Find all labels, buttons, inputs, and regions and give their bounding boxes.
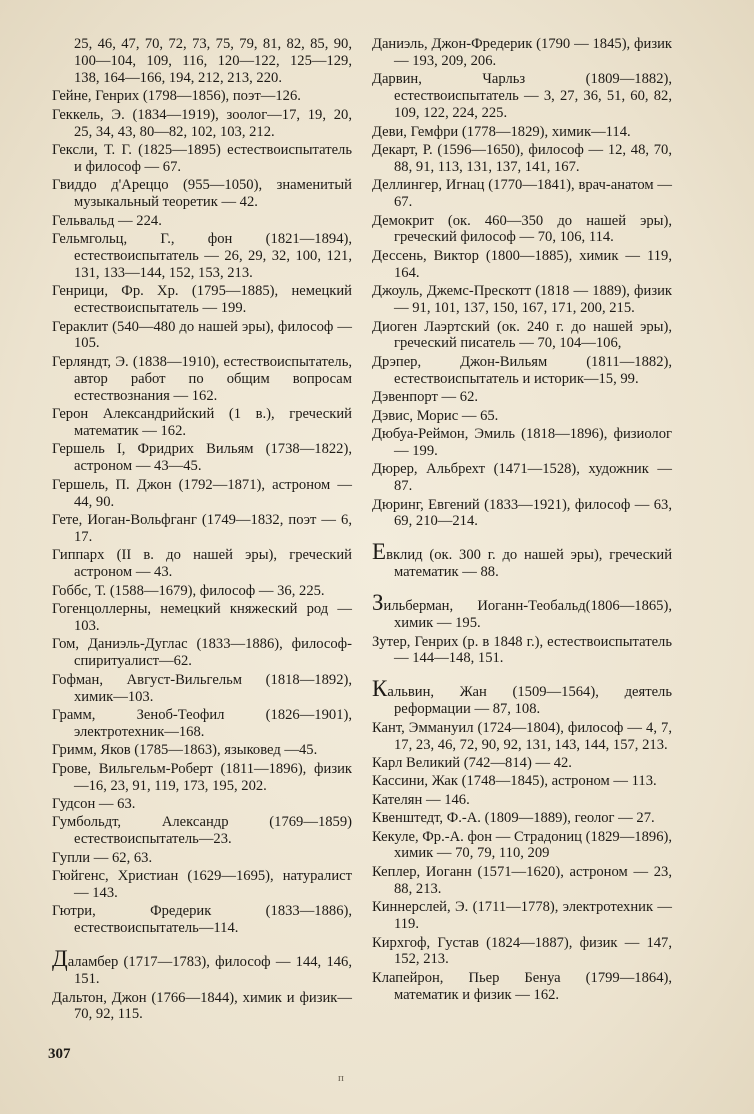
index-entry: Дарвин, Чарльз (1809—1882), естествоиспытатель — 3, 27, 36, 51, 60, 82, 109, 122, 224, 225. bbox=[372, 71, 672, 122]
index-entry: Гиппарх (II в. до нашей эры), греческий астроном — 43. bbox=[52, 547, 352, 581]
index-entry: Кант, Эммануил (1724—1804), философ — 4, 7, 17, 23, 46, 72, 90, 92, 131, 143, 144, 157, 213. bbox=[372, 719, 672, 753]
index-entry: Гумбольдт, Александр (1769—1859) естествоиспытатель—23. bbox=[52, 814, 352, 848]
index-entry: Дэвис, Морис — 65. bbox=[372, 407, 499, 424]
index-entry: Демокрит (ок. 460—350 до нашей эры), греческий философ — 70, 106, 114. bbox=[372, 212, 672, 246]
index-entry: Дюринг, Евгений (1833—1921), философ — 63, 69, 210—214. bbox=[372, 496, 672, 530]
index-entry: Грове, Вильгельм-Роберт (1811—1896), физик—16, 23, 91, 119, 173, 195, 202. bbox=[52, 760, 352, 794]
index-entry: Клапейрон, Пьер Бенуа (1799—1864), математик и физик — 162. bbox=[372, 969, 672, 1003]
index-entry: Кеплер, Иоганн (1571—1620), астроном — 23, 88, 213. bbox=[372, 863, 672, 897]
index-entry: Генрици, Фр. Хр. (1795—1885), немецкий естествоиспытатель — 199. bbox=[52, 283, 352, 317]
index-entry: Кирхгоф, Густав (1824—1887), физик — 147, 152, 213. bbox=[372, 934, 672, 968]
index-entry: Евклид (ок. 300 г. до нашей эры), греческий математик — 88. bbox=[372, 539, 672, 581]
index-entry: Диоген Лаэртский (ок. 240 г. до нашей эры), греческий писатель — 70, 104—106, bbox=[372, 318, 672, 352]
index-entry: Гютри, Фредерик (1833—1886), естествоиспытатель—114. bbox=[52, 903, 352, 937]
index-entry: Дальтон, Джон (1766—1844), химик и физик—70, 92, 115. bbox=[52, 989, 352, 1023]
index-entry: Гупли — 62, 63. bbox=[52, 849, 153, 866]
right-index-column bbox=[372, 36, 672, 1005]
index-entry: Гогенцоллерны, немецкий княжеский род — 103. bbox=[52, 601, 352, 634]
index-entry: Гофман, Август-Вильгельм (1818—1892), химик—103. bbox=[52, 671, 352, 705]
index-entry: Гельмгольц, Г., фон (1821—1894), естествоиспытатель — 26, 29, 32, 100, 121, 131, 133—144, 152, 153, 213. bbox=[52, 230, 352, 281]
index-entry: Гексли, Т. Г. (1825—1895) естествоиспытатель и философ — 67. bbox=[52, 141, 352, 175]
index-entry: Деллингер, Игнац (1770—1841), врач-анатом — 67. bbox=[372, 177, 672, 211]
index-entry: Карл Великий (742—814) — 42. bbox=[372, 754, 572, 771]
index-entry: Гераклит (540—480 до нашей эры), философ — 105. bbox=[52, 318, 352, 352]
page-number: 307 bbox=[48, 1046, 71, 1062]
index-entry: Гюйгенс, Христиан (1629—1695), натуралист — 143. bbox=[52, 868, 352, 901]
index-entry: Гримм, Яков (1785—1863), языковед —45. bbox=[52, 742, 318, 759]
index-entry: Гершель I, Фридрих Вильям (1738—1822), астроном — 43—45. bbox=[52, 441, 352, 475]
index-entry: Гвиддо д'Ареццо (955—1050), знаменитый музыкальный теоретик — 42. bbox=[52, 177, 352, 211]
index-entry: Зильберман, Иоганн-Теобальд(1806—1865), химик — 195. bbox=[372, 590, 672, 632]
index-entry: Даниэль, Джон-Фредерик (1790 — 1845), физик — 193, 209, 206. bbox=[372, 36, 672, 69]
index-entry: Гейне, Генрих (1798—1856), поэт—126. bbox=[52, 88, 301, 105]
index-entry: Гете, Иоган-Вольфганг (1749—1832, поэт — 6, 17. bbox=[52, 511, 352, 545]
index-entry: Герляндт, Э. (1838—1910), естествоиспытатель, автор работ по общим вопросам естествознания — 162. bbox=[52, 353, 352, 404]
index-entry: Гом, Даниэль-Дуглас (1833—1886), философ-спиритуалист—62. bbox=[52, 636, 352, 670]
index-entry: Гершель, П. Джон (1792—1871), астроном — 44, 90. bbox=[52, 476, 352, 510]
index-entry: Гудсон — 63. bbox=[52, 795, 136, 812]
index-entry: 25, 46, 47, 70, 72, 73, 75, 79, 81, 82, 85, 90, 100—104, 109, 116, 120—122, 125—129, 138, 164—166, 194, 212, 213, 220. bbox=[74, 36, 352, 86]
index-entry: Квенштедт, Ф.-А. (1809—1889), геолог — 27. bbox=[372, 810, 655, 827]
index-entry: Гельвальд — 224. bbox=[52, 212, 162, 229]
index-entry: Кекуле, Фр.-А. фон — Страдониц (1829—1896), химик — 70, 79, 110, 209 bbox=[372, 828, 672, 862]
index-entry: Зутер, Генрих (р. в 1848 г.), естествоиспытатель — 144—148, 151. bbox=[372, 633, 672, 667]
index-entry: Кассини, Жак (1748—1845), астроном — 113. bbox=[372, 773, 657, 790]
index-entry: Джоуль, Джемс-Прескотт (1818 — 1889), физик — 91, 101, 137, 150, 167, 171, 200, 215. bbox=[372, 283, 672, 317]
index-entry: Дессень, Виктор (1800—1885), химик — 119, 164. bbox=[372, 247, 672, 281]
index-entry: Кальвин, Жан (1509—1564), деятель реформации — 87, 108. bbox=[372, 676, 672, 718]
index-entry: Гоббс, Т. (1588—1679), философ — 36, 225. bbox=[52, 582, 325, 599]
index-entry: Геккель, Э. (1834—1919), зоолог—17, 19, 20, 25, 34, 43, 80—82, 102, 103, 212. bbox=[52, 106, 352, 140]
index-entry: Деви, Гемфри (1778—1829), химик—114. bbox=[372, 123, 631, 140]
index-entry: Дюбуа-Реймон, Эмиль (1818—1896), физиолог — 199. bbox=[372, 425, 672, 459]
index-entry: Герон Александрийский (1 в.), греческий математик — 162. bbox=[52, 406, 352, 439]
left-index-column bbox=[52, 36, 352, 1025]
index-entry: Грамм, Зеноб-Теофил (1826—1901), электротехник—168. bbox=[52, 706, 352, 740]
index-entry: Дюрер, Альбрехт (1471—1528), художник — 87. bbox=[372, 461, 672, 495]
index-entry: Дэвенпорт — 62. bbox=[372, 389, 479, 406]
index-entry: Декарт, Р. (1596—1650), философ — 12, 48, 70, 88, 91, 113, 131, 137, 141, 167. bbox=[372, 141, 672, 175]
footer-mark: п bbox=[338, 1072, 344, 1084]
index-entry: Даламбер (1717—1783), философ — 144, 146, 151. bbox=[52, 946, 352, 988]
index-entry: Дрэпер, Джон-Вильям (1811—1882), естествоиспытатель и историк—15, 99. bbox=[372, 353, 672, 387]
index-entry: Кателян — 146. bbox=[372, 791, 470, 808]
index-entry: Киннерслей, Э. (1711—1778), электротехник — 119. bbox=[372, 899, 672, 933]
